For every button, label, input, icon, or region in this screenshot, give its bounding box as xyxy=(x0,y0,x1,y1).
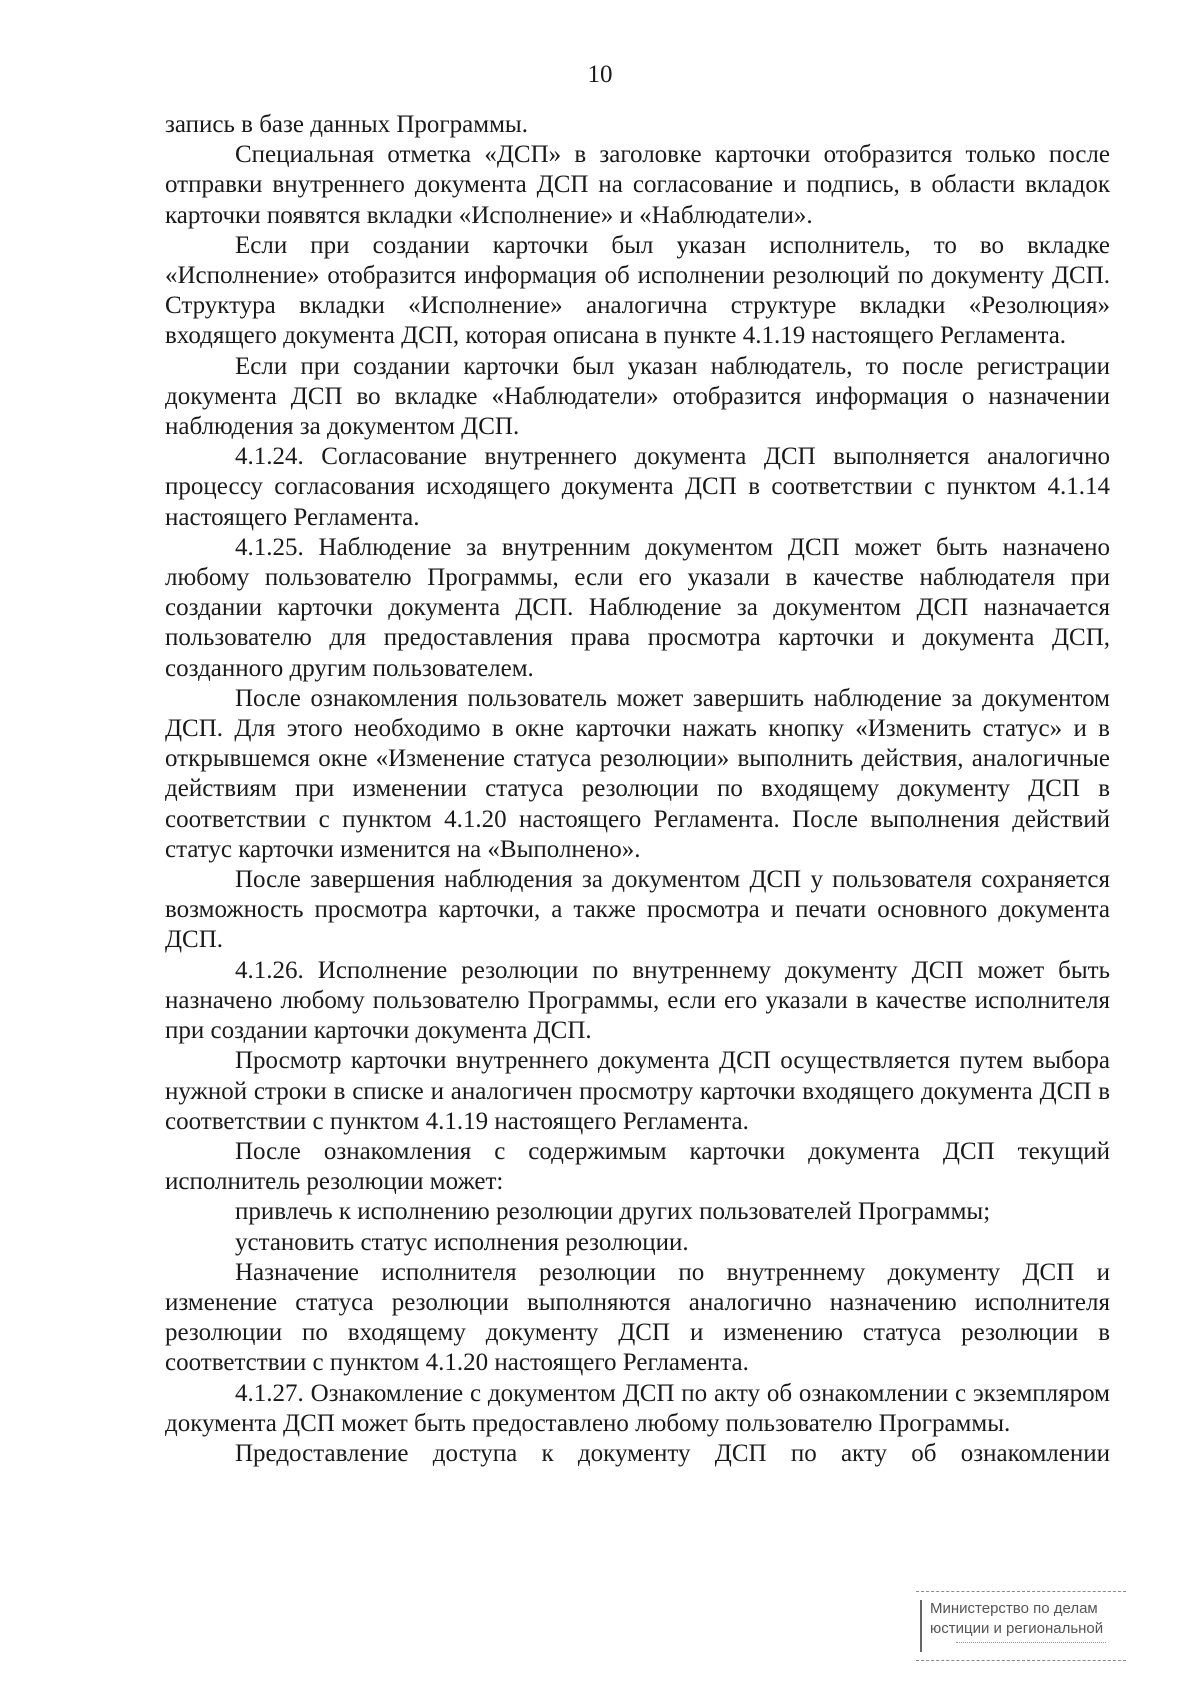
paragraph-6: 4.1.25. Наблюдение за внутренним документом ДСП может быть назначено любому пользователю Программы, если его указали в качестве наблюдателя при создании карточки документа ДСП. Наблюдение за документом ДСП назначается пользователю для предоставления права просмотра карточки и документа ДСП, созданного другим пользователем. xyxy=(165,533,1110,682)
stamp-bar xyxy=(920,1600,922,1652)
paragraph-4: Если при создании карточки был указан наблюдатель, то после регистрации документа ДСП во вкладке «Наблюдатели» отобразится информация о назначении наблюдения за документом ДСП. xyxy=(165,352,1110,441)
ministry-stamp xyxy=(916,1591,1126,1661)
list-item-2: установить статус исполнения резолюции. xyxy=(235,1228,689,1256)
paragraph-9: 4.1.26. Исполнение резолюции по внутреннему документу ДСП может быть назначено любому пользователю Программы, если его указали в качестве исполнителя при создании карточки документа ДСП. xyxy=(165,956,1110,1045)
paragraph-2: Специальная отметка «ДСП» в заголовке карточки отобразится только после отправки внутреннего документа ДСП на согласование и подпись, в области вкладок карточки появятся вкладки «Исполнение» и «Наблюдатели». xyxy=(165,141,1110,229)
paragraph-1: запись в базе данных Программы. xyxy=(165,111,528,138)
paragraph-14: Предоставление доступа к документу ДСП по акту об ознакомлении xyxy=(235,1439,1110,1467)
paragraph-7: После ознакомления пользователь может завершить наблюдение за документом ДСП. Для этого необходимо в окне карточки нажать кнопку «Изменить статус» и в открывшемся окне «Изменение статуса резолюции» выполнить действия, аналогичные действиям при изменении статуса резолюции по входящему документу ДСП в соответствии с пунктом 4.1.20 настоящего Регламента. После выполнения действий статус карточки изменится на «Выполнено». xyxy=(165,684,1110,863)
paragraph-12: Назначение исполнителя резолюции по внутреннему документу ДСП и изменение статуса резолюции выполняются аналогично назначению исполнителя резолюции по входящему документу ДСП и изменению статуса резолюции в соответствии с пунктом 4.1.20 настоящего Регламента. xyxy=(165,1258,1110,1377)
paragraph-8: После завершения наблюдения за документом ДСП у пользователя сохраняется возможность просмотра карточки, а также просмотра и печати основного документа ДСП. xyxy=(165,866,1110,954)
stamp-line-2: юстиции и региональной xyxy=(930,1620,1104,1637)
paragraph-13: 4.1.27. Ознакомление с документом ДСП по акту об ознакомлении с экземпляром документа ДСП может быть предоставлено любому пользователю Программы. xyxy=(165,1379,1110,1437)
paragraph-3: Если при создании карточки был указан исполнитель, то во вкладке «Исполнение» отобразится информация об исполнении резолюций по документу ДСП. Структура вкладки «Исполнение» аналогична структуре вкладки «Резолюция» входящего документа ДСП, которая описана в пункте 4.1.19 настоящего Регламента. xyxy=(165,231,1110,350)
paragraph-11: После ознакомления с содержимым карточки документа ДСП текущий исполнитель резолюции может: xyxy=(165,1137,1110,1196)
document-body xyxy=(165,110,1110,1469)
paragraph-10: Просмотр карточки внутреннего документа ДСП осуществляется путем выбора нужной строки в списке и аналогичен просмотру карточки входящего документа ДСП в соответствии с пунктом 4.1.19 настоящего Регламента. xyxy=(165,1047,1110,1135)
stamp-dots xyxy=(956,1642,1106,1645)
stamp-line-1: Министерство по делам xyxy=(930,1600,1098,1617)
page-number: 10 xyxy=(587,61,613,88)
list-item-1: привлечь к исполнению резолюции других пользователей Программы; xyxy=(235,1198,991,1226)
paragraph-5: 4.1.24. Согласование внутреннего документа ДСП выполняется аналогично процессу согласования исходящего документа ДСП в соответствии с пунктом 4.1.14 настоящего Регламента. xyxy=(165,443,1110,531)
